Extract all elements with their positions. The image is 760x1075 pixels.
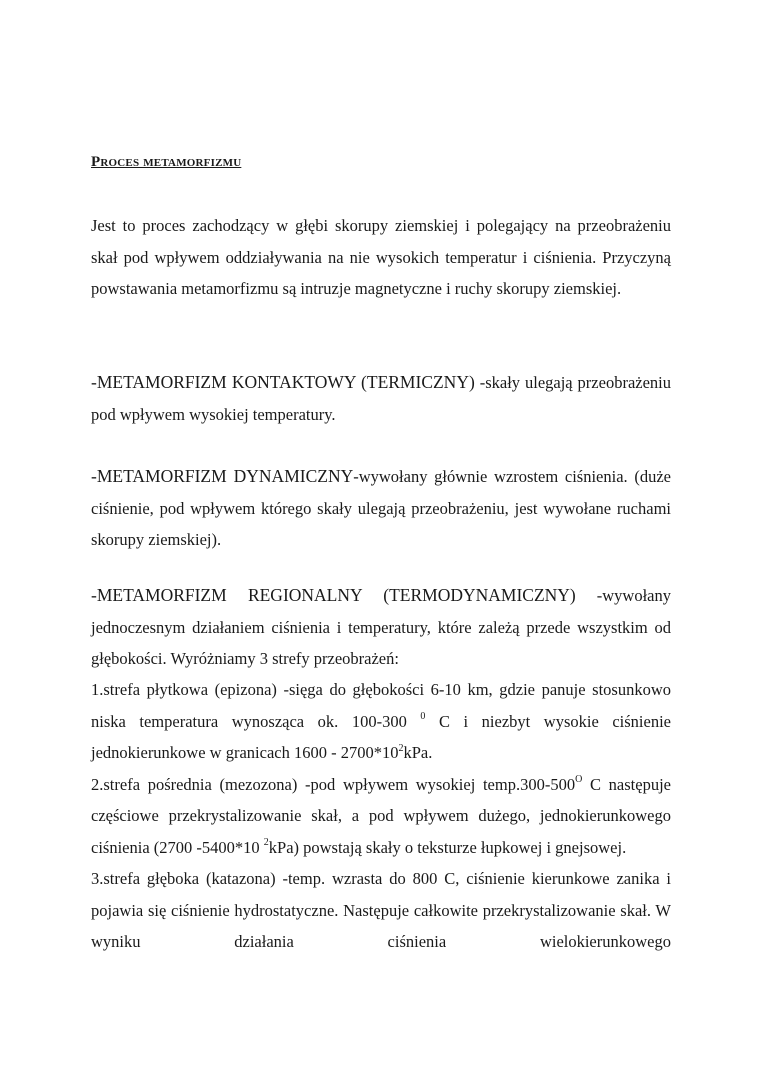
dynamic-metamorphism-heading: -METAMORFIZM DYNAMICZNY [91, 466, 354, 486]
dynamic-metamorphism-text: -wywołany głównie wzrostem ciśnienia. (duże ciśnienie, pod wpływem którego skały ulegają przeobrażeniu, jest wywołane ruchami skorupy ziemskiej). [91, 467, 671, 549]
zone-epizona-sup-2: 2 [398, 742, 404, 754]
zone-epizona-text-c: kPa. [403, 743, 433, 762]
zone-mezozona-text-b: C następuje częściowe przekrystalizowanie skał, a pod wpływem dużego, jednokierunkowego ciśnienia (2700 -5400*10 [91, 774, 671, 857]
intro-paragraph: Jest to proces zachodzący w głębi skorupy ziemskiej i polegający na przeobrażeniu skał pod wpływem oddziaływania na nie wysokich temperatur i ciśnienia. Przyczyną powstawania metamorfizmu są intruzje magnetyczne i ruchy skorupy ziemskiej. [91, 216, 671, 298]
zone-epizona [91, 674, 671, 769]
zone-mezozona [91, 769, 671, 864]
zone-epizona-sup-1: 0 [420, 711, 426, 722]
zone-mezozona-sup-2: 2 [263, 837, 269, 848]
contact-metamorphism-paragraph [91, 367, 671, 430]
regional-metamorphism-text: -wywołany jednoczesnym działaniem ciśnienia i temperatury, które zależą przede wszystkim od głębokości. Wyróżniamy 3 strefy przeobrażeń: [91, 586, 671, 668]
contact-metamorphism-heading: -METAMORFIZM KONTAKTOWY (TERMICZNY) [91, 372, 475, 392]
zone-mezozona-text-c: kPa) powstają skały o teksturze łupkowej i gnejsowej. [268, 837, 627, 857]
zone-epizona-text-b: C i niezbyt wysokie ciśnienie jednokierunkowe w granicach 1600 - 2700*10 [91, 711, 671, 762]
contact-metamorphism-text: -skały ulegają przeobrażeniu pod wpływem wysokiej temperatury. [91, 373, 672, 424]
zones-list [91, 674, 671, 958]
zone-epizona-text-a: 1.strefa płytkowa (epizona) -sięga do głębokości 6-10 km, gdzie panuje stosunkowo niska temperatura wynosząca ok. 100-300 [91, 680, 671, 731]
dynamic-metamorphism-paragraph [91, 461, 671, 556]
regional-metamorphism-heading: -METAMORFIZM REGIONALNY (TERMODYNAMICZNY) [91, 585, 576, 605]
zone-katazona: 3.strefa głęboka (katazona) -temp. wzrasta do 800 C, ciśnienie kierunkowe zanika i pojawia się ciśnienie hydrostatyczne. Następuje całkowite przekrystalizowanie skał. W wyniku działania ciśnienia wielokierunkowego [91, 869, 671, 951]
page-title: Proces metamorfizmu [91, 154, 242, 170]
zone-mezozona-text-a: 2.strefa pośrednia (mezozona) -pod wpływem wysokiej temp.300-500 [91, 774, 576, 794]
regional-metamorphism-paragraph [91, 580, 671, 675]
zone-mezozona-sup-1: O [575, 774, 583, 785]
